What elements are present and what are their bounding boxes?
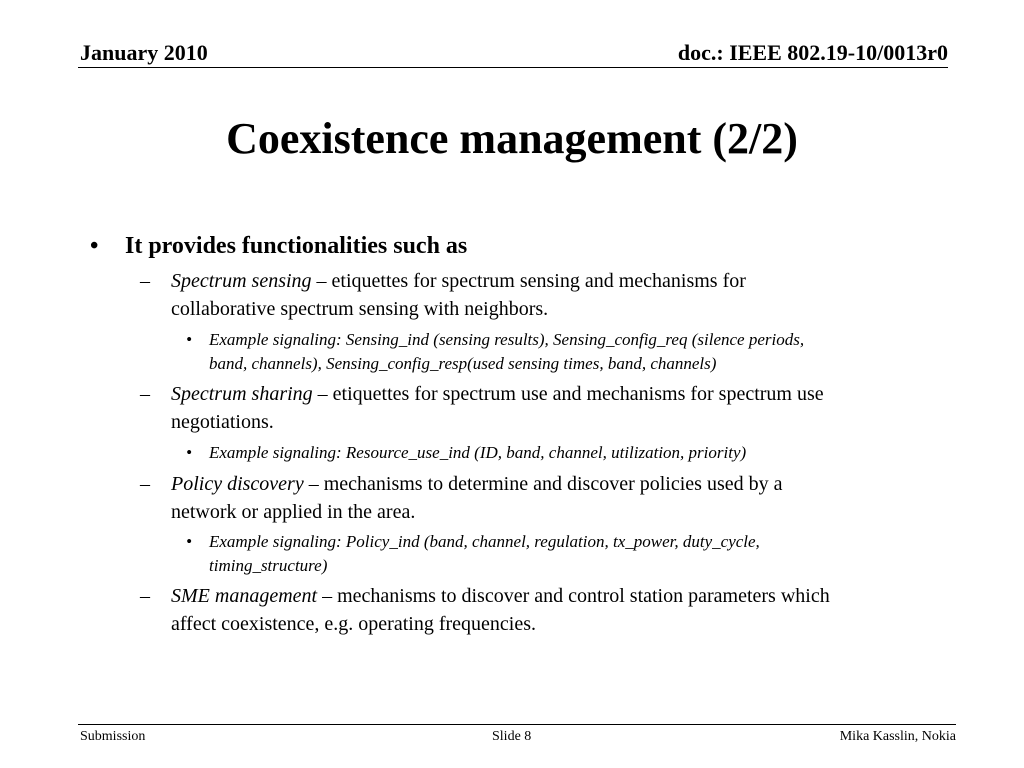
main-bullet-text: It provides functionalities such as: [125, 233, 468, 259]
item-3-example-2: timing_structure): [209, 556, 328, 575]
item-1-desc-1: etiquettes for spectrum sensing and mechanisms for: [331, 270, 746, 292]
item-1-example-marker: •: [186, 330, 192, 349]
header-date: January 2010: [80, 40, 208, 65]
item-4-marker: –: [140, 585, 150, 607]
item-4-line-1: [171, 582, 830, 610]
item-1-example-2: band, channels), Sensing_config_resp(used sensing times, band, channels): [209, 354, 717, 373]
item-3-desc-2: network or applied in the area.: [171, 501, 416, 523]
item-2-example-1: Example signaling: Resource_use_ind (ID, band, channel, utilization, priority): [209, 443, 747, 462]
item-2-desc-2: negotiations.: [171, 411, 274, 433]
footer-slide-number: Slide 8: [492, 729, 532, 744]
item-1-desc-2: collaborative spectrum sensing with neighbors.: [171, 298, 549, 320]
item-2-example-marker: •: [186, 443, 192, 462]
item-3-desc-1: mechanisms to determine and discover policies used by a: [323, 473, 783, 495]
item-1-marker: –: [140, 270, 150, 292]
item-2-marker: –: [140, 383, 150, 405]
item-4-term: SME management: [171, 585, 318, 607]
header-divider: [78, 67, 948, 68]
item-4-desc-2: affect coexistence, e.g. operating frequencies.: [171, 613, 536, 635]
item-3-sep: –: [303, 473, 324, 495]
slide-title: Coexistence management (2/2): [226, 114, 798, 163]
item-3-marker: –: [140, 473, 150, 495]
item-1-example-1: Example signaling: Sensing_ind (sensing results), Sensing_config_req (silence periods,: [209, 330, 805, 349]
item-3-example-marker: •: [186, 532, 192, 551]
item-2-line-1: [171, 380, 824, 408]
main-bullet-marker: •: [90, 233, 99, 259]
header-doc-id: doc.: IEEE 802.19-10/0013r0: [677, 40, 948, 65]
item-1-term: Spectrum sensing: [171, 270, 312, 292]
item-3-term: Policy discovery: [171, 473, 304, 495]
item-2-term: Spectrum sharing: [171, 383, 313, 405]
item-1-line-1: [171, 267, 746, 295]
item-3-line-1: [171, 470, 782, 498]
footer-submission: Submission: [80, 729, 146, 744]
footer-author: Mika Kasslin, Nokia: [839, 729, 956, 744]
item-1-sep: –: [311, 270, 332, 292]
footer-divider: [78, 724, 956, 725]
item-4-desc-1: mechanisms to discover and control station parameters which: [337, 585, 830, 607]
item-2-sep: –: [312, 383, 333, 405]
item-4-sep: –: [317, 585, 338, 607]
item-2-desc-1: etiquettes for spectrum use and mechanisms for spectrum use: [332, 383, 824, 405]
item-3-example-1: Example signaling: Policy_ind (band, channel, regulation, tx_power, duty_cycle,: [209, 532, 760, 551]
